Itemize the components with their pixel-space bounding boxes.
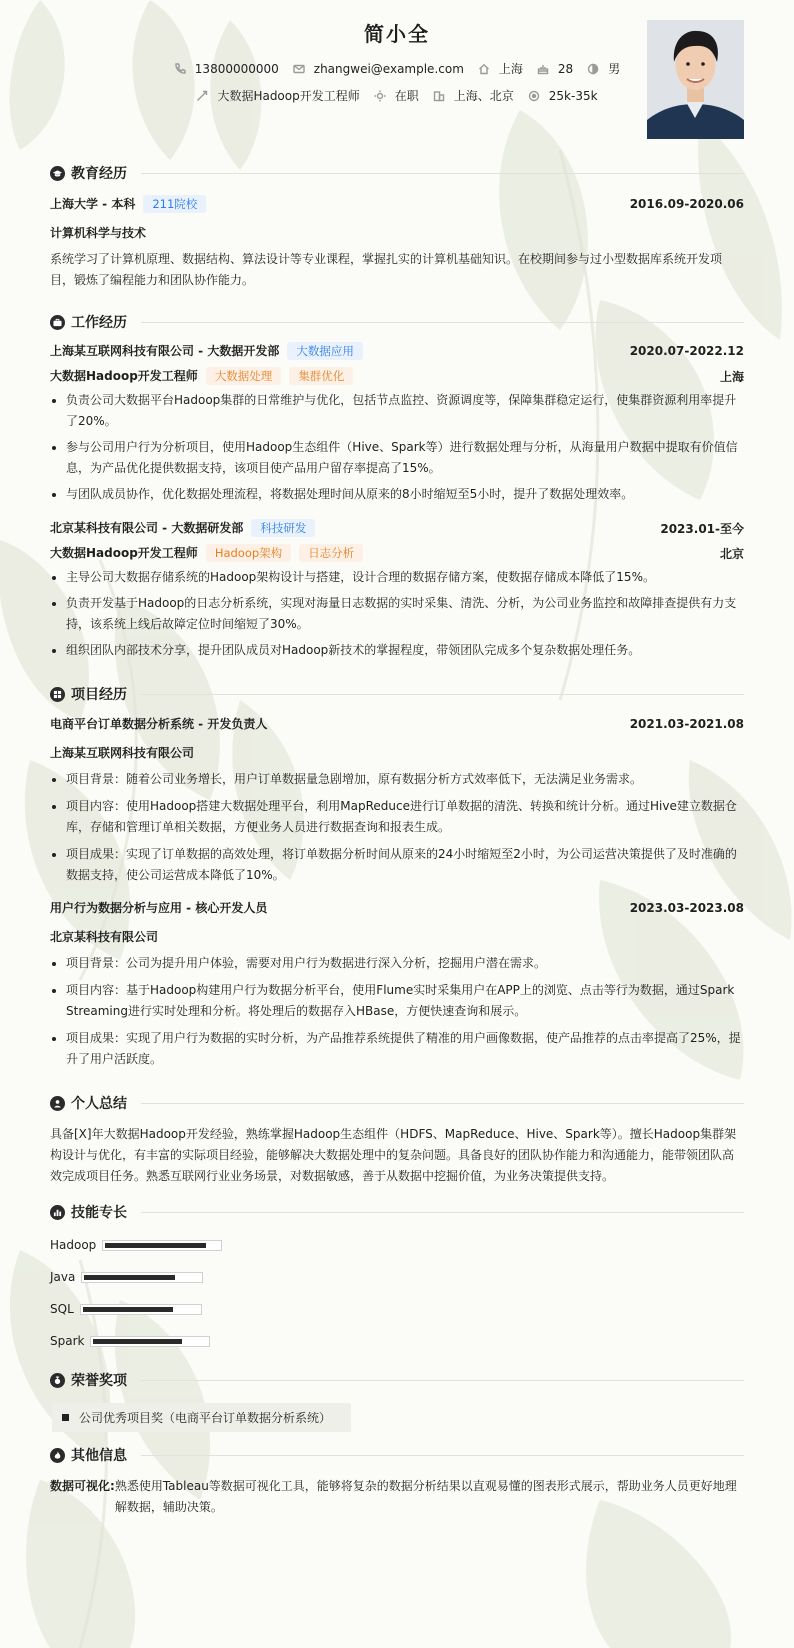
other-section bbox=[50, 1442, 744, 1518]
grid-icon bbox=[50, 687, 65, 702]
skill-level-fill bbox=[105, 1243, 205, 1248]
project-name: 电商平台订单数据分析系统 - 开发负责人 bbox=[50, 717, 268, 731]
job-location: 上海 bbox=[719, 369, 744, 384]
education-title: 教育经历 bbox=[71, 166, 127, 182]
skill-name: Spark bbox=[50, 1334, 85, 1348]
section-divider bbox=[141, 1212, 744, 1213]
project-name-row bbox=[50, 899, 744, 916]
skills-title: 技能专长 bbox=[71, 1205, 127, 1221]
major: 计算机科学与技术 bbox=[50, 226, 147, 240]
project-company: 北京某科技有限公司 bbox=[50, 930, 159, 944]
project-bullet: 项目成果：实现了订单数据的高效处理，将订单数据分析时间从原来的24小时缩短至2小时，为公司运营决策提供了及时准确的数据支持，使公司运营成本降低了10%。 bbox=[50, 844, 744, 886]
job-company-line bbox=[50, 519, 315, 537]
section-divider bbox=[141, 173, 744, 174]
resume-header bbox=[50, 0, 744, 160]
job-tag: 大数据处理 bbox=[206, 367, 282, 385]
job-position-line bbox=[50, 544, 363, 562]
job-position-line bbox=[50, 367, 353, 385]
skill-row bbox=[50, 1325, 744, 1357]
building-icon bbox=[433, 90, 445, 102]
gender-text: 男 bbox=[608, 62, 621, 76]
gender-icon bbox=[587, 63, 599, 75]
skill-level-fill bbox=[84, 1275, 174, 1280]
honors-section bbox=[50, 1367, 744, 1432]
summary-header bbox=[50, 1090, 744, 1116]
job-company-tag: 大数据应用 bbox=[287, 342, 363, 360]
education-description: 系统学习了计算机原理、数据结构、算法设计等专业课程，掌握扎实的计算机基础知识。在校期间参与过小型数据库系统开发项目，锻炼了编程能力和团队协作能力。 bbox=[50, 252, 723, 287]
job-bullet: 参与公司用户行为分析项目，使用Hadoop生态组件（Hive、Spark等）进行数据处理与分析，从海量用户数据中提取有价值信息，为产品优化提供数据支持，该项目使产品用户留存率提高了15%。 bbox=[50, 437, 744, 479]
skill-level-bar bbox=[81, 1272, 203, 1283]
skill-row bbox=[50, 1261, 744, 1293]
home-icon bbox=[478, 63, 490, 75]
school-line bbox=[50, 195, 206, 213]
city-item bbox=[478, 60, 523, 77]
summary-section bbox=[50, 1090, 744, 1187]
job-location: 北京 bbox=[719, 546, 744, 561]
job-position: 大数据Hadoop开发工程师 bbox=[50, 546, 198, 560]
mail-icon bbox=[293, 63, 305, 75]
job-entry bbox=[50, 519, 744, 661]
skills-header bbox=[50, 1199, 744, 1225]
education-section bbox=[50, 160, 744, 291]
projects-header bbox=[50, 681, 744, 707]
project-bullet: 项目成果：实现了用户行为数据的实时分析，为产品推荐系统提供了精准的用户画像数据，使产品推荐的点击率提高了25%，提升了用户活跃度。 bbox=[50, 1028, 744, 1070]
profile-photo bbox=[647, 20, 744, 139]
email-item bbox=[293, 62, 464, 76]
honors-title: 荣誉奖项 bbox=[71, 1373, 127, 1389]
education-period: 2016.09-2020.06 bbox=[629, 197, 744, 211]
projects-title: 项目经历 bbox=[71, 687, 127, 703]
other-title: 其他信息 bbox=[71, 1448, 127, 1464]
avatar-illustration bbox=[647, 20, 744, 139]
target-city-text: 上海、北京 bbox=[453, 89, 514, 103]
other-text: 熟悉使用Tableau等数据可视化工具，能够将复杂的数据分析结果以直观易懂的图表形式展示，帮助业务人员更好地理解数据，辅助决策。 bbox=[114, 1479, 737, 1514]
skill-level-bar bbox=[90, 1336, 210, 1347]
target-city-item bbox=[433, 87, 514, 104]
skill-level-fill bbox=[93, 1339, 182, 1344]
square-bullet-icon bbox=[62, 1414, 69, 1421]
job-position-row bbox=[50, 367, 744, 385]
education-header bbox=[50, 160, 744, 186]
job-position: 大数据Hadoop开发工程师 bbox=[50, 369, 198, 383]
other-label: 数据可视化: bbox=[50, 1479, 115, 1493]
honors-list bbox=[50, 1403, 744, 1432]
job-target-item bbox=[196, 87, 359, 104]
job-bullet: 与团队成员协作，优化数据处理流程，将数据处理时间从原来的8小时缩短至5小时，提升了数据处理效率。 bbox=[50, 484, 744, 505]
project-period: 2023.03-2023.08 bbox=[629, 900, 744, 915]
skill-level-fill bbox=[83, 1307, 173, 1312]
project-bullet: 项目内容：使用Hadoop搭建大数据处理平台，利用MapReduce进行订单数据的清洗、转换和统计分析。通过Hive建立数据仓库，存储和管理订单相关数据，方便业务人员进行数据查询和报表生成。 bbox=[50, 796, 744, 838]
graduation-cap-icon bbox=[50, 166, 65, 181]
job-company-row bbox=[50, 342, 744, 360]
job-company-tag: 科技研发 bbox=[251, 519, 315, 537]
section-divider bbox=[141, 322, 744, 323]
candidate-name: 简小全 bbox=[364, 22, 430, 46]
gender-item bbox=[587, 60, 620, 77]
skill-name: Hadoop bbox=[50, 1238, 97, 1252]
other-header bbox=[50, 1442, 744, 1468]
project-entry bbox=[50, 715, 744, 886]
job-intent-row bbox=[50, 87, 744, 104]
work-section bbox=[50, 309, 744, 661]
skill-level-bar bbox=[102, 1240, 222, 1251]
target-icon bbox=[196, 90, 208, 102]
job-position-row bbox=[50, 544, 744, 562]
flame-icon bbox=[50, 1448, 65, 1463]
coin-icon bbox=[528, 90, 540, 102]
project-name: 用户行为数据分析与应用 - 核心开发人员 bbox=[50, 901, 268, 915]
job-company: 北京某科技有限公司 - 大数据研发部 bbox=[50, 521, 244, 535]
phone-text: 13800000000 bbox=[194, 61, 279, 76]
contact-row bbox=[50, 60, 744, 77]
projects-section bbox=[50, 681, 744, 1070]
project-name-row bbox=[50, 715, 744, 732]
job-bullet: 负责开发基于Hadoop的日志分析系统，实现对海量日志数据的实时采集、清洗、分析，为公司业务监控和故障排查提供有力支持，该系统上线后故障定位时间缩短了30%。 bbox=[50, 593, 744, 635]
phone-item bbox=[174, 62, 279, 76]
salary-item bbox=[528, 89, 598, 103]
bar-chart-icon bbox=[50, 1205, 65, 1220]
section-divider bbox=[141, 1455, 744, 1456]
honor-item bbox=[52, 1403, 351, 1432]
skill-name: SQL bbox=[50, 1302, 74, 1316]
project-bullet: 项目内容：基于Hadoop构建用户行为数据分析平台，使用Flume实时采集用户在APP上的浏览、点击等行为数据，通过Spark Streaming进行实时处理和分析。将处理后的数据存入HBase，方便快速查询和展示。 bbox=[50, 980, 744, 1022]
status-text: 在职 bbox=[394, 89, 419, 103]
job-tag: 日志分析 bbox=[299, 544, 363, 562]
project-bullets bbox=[50, 769, 744, 886]
job-company: 上海某互联网科技有限公司 - 大数据开发部 bbox=[50, 344, 280, 358]
job-period: 2020.07-2022.12 bbox=[629, 344, 744, 358]
sun-icon bbox=[374, 90, 386, 102]
project-entry bbox=[50, 899, 744, 1070]
work-header bbox=[50, 309, 744, 335]
education-row bbox=[50, 195, 744, 213]
skill-row bbox=[50, 1293, 744, 1325]
briefcase-icon bbox=[50, 315, 65, 330]
skills-list bbox=[50, 1229, 744, 1357]
project-period: 2021.03-2021.08 bbox=[629, 716, 744, 731]
other-row bbox=[50, 1476, 744, 1518]
section-divider bbox=[141, 1103, 744, 1104]
job-bullets bbox=[50, 390, 744, 505]
project-bullet: 项目背景：随着公司业务增长，用户订单数据量急剧增加，原有数据分析方式效率低下，无法满足业务需求。 bbox=[50, 769, 744, 790]
age-item bbox=[537, 62, 573, 76]
job-period: 2023.01-至今 bbox=[660, 521, 744, 536]
project-bullet: 项目背景：公司为提升用户体验，需要对用户行为数据进行深入分析，挖掘用户潜在需求。 bbox=[50, 953, 744, 974]
job-tag: Hadoop架构 bbox=[206, 544, 291, 562]
age-text: 28 bbox=[557, 61, 574, 76]
job-entry bbox=[50, 342, 744, 505]
summary-text: 具备[X]年大数据Hadoop开发经验，熟练掌握Hadoop生态组件（HDFS、MapReduce、Hive、Spark等）。擅长Hadoop集群架构设计与优化，有丰富的实际项目经验，能够解决大数据处理中的复杂问题。具备良好的团队协作能力和沟通能力，能带领团队高效完成项目任务。熟悉互联网行业业务场景，对数据敏感，善于从数据中挖掘价值，为业务决策提供支持。 bbox=[50, 1127, 737, 1183]
job-tag: 集群优化 bbox=[289, 367, 353, 385]
job-target-text: 大数据Hadoop开发工程师 bbox=[217, 89, 360, 103]
section-divider bbox=[141, 694, 744, 695]
job-bullet: 负责公司大数据平台Hadoop集群的日常维护与优化，包括节点监控、资源调度等，保障集群稳定运行，使集群资源利用率提升了20%。 bbox=[50, 390, 744, 432]
project-bullets bbox=[50, 953, 744, 1070]
city-text: 上海 bbox=[498, 62, 523, 76]
person-icon bbox=[50, 1096, 65, 1111]
honors-header bbox=[50, 1367, 744, 1393]
email-text: zhangwei@example.com bbox=[313, 61, 464, 76]
job-company-row bbox=[50, 519, 744, 537]
summary-title: 个人总结 bbox=[71, 1096, 127, 1112]
skills-section bbox=[50, 1199, 744, 1357]
phone-icon bbox=[174, 63, 186, 75]
skill-level-bar bbox=[80, 1304, 202, 1315]
skill-row bbox=[50, 1229, 744, 1261]
project-company: 上海某互联网科技有限公司 bbox=[50, 746, 195, 760]
job-bullets bbox=[50, 567, 744, 661]
status-item bbox=[374, 87, 419, 104]
salary-text: 25k-35k bbox=[548, 88, 598, 103]
skill-name: Java bbox=[50, 1270, 76, 1284]
section-divider bbox=[141, 1380, 744, 1381]
cake-icon bbox=[537, 63, 549, 75]
job-company-line bbox=[50, 342, 363, 360]
job-bullet: 组织团队内部技术分享，提升团队成员对Hadoop新技术的掌握程度，带领团队完成多个复杂数据处理任务。 bbox=[50, 640, 744, 661]
school-name: 上海大学 - 本科 bbox=[50, 197, 136, 211]
school-tag: 211院校 bbox=[143, 195, 206, 213]
work-title: 工作经历 bbox=[71, 315, 127, 331]
honor-text: 公司优秀项目奖（电商平台订单数据分析系统） bbox=[79, 1411, 332, 1425]
medal-icon bbox=[50, 1373, 65, 1388]
job-bullet: 主导公司大数据存储系统的Hadoop架构设计与搭建，设计合理的数据存储方案，使数据存储成本降低了15%。 bbox=[50, 567, 744, 588]
